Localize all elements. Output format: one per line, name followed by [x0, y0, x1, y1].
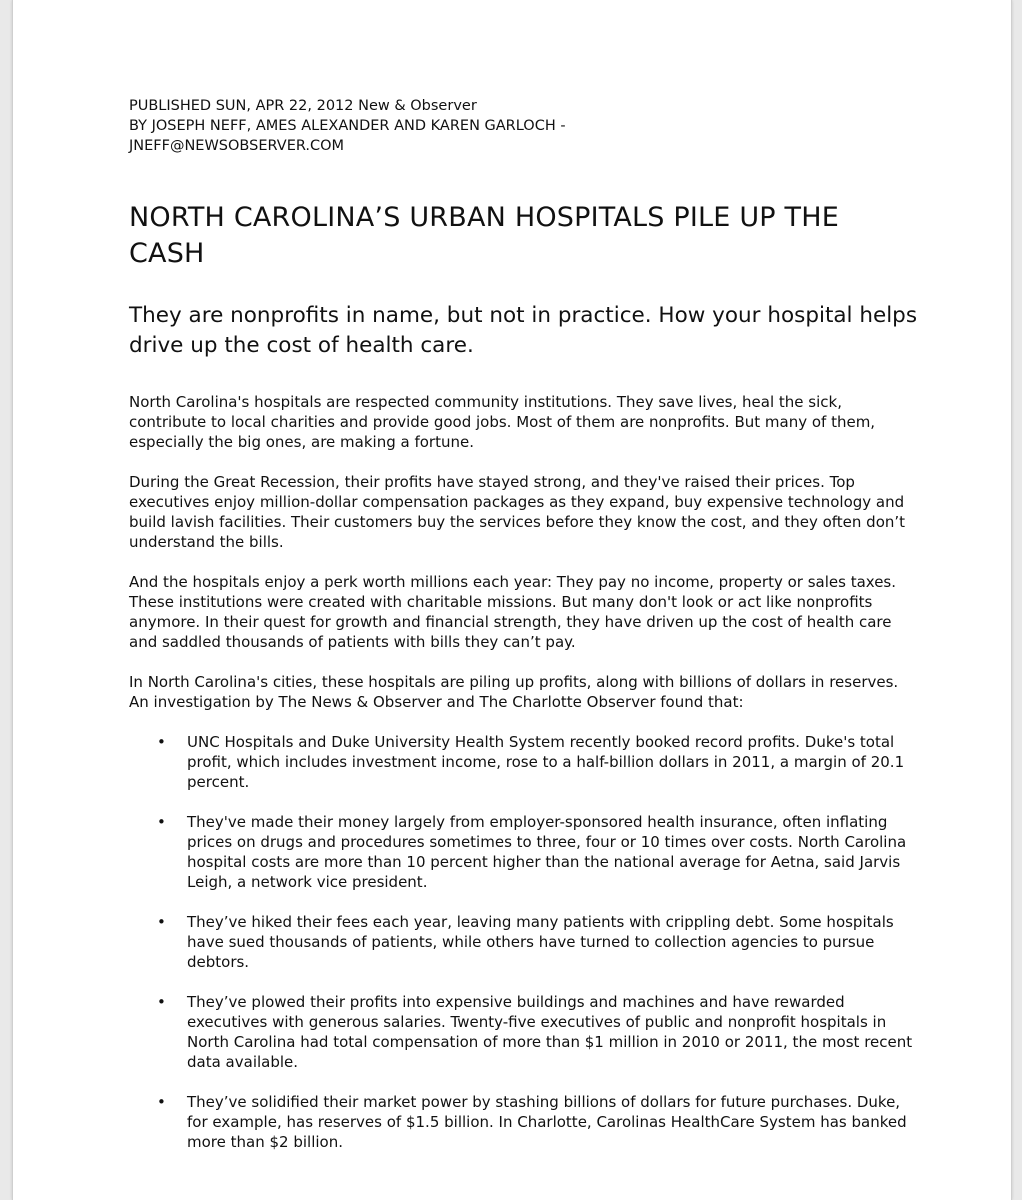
- list-item-text: They’ve hiked their fees each year, leaving many patients with crippling debt. Some hospitals have sued thousands of patients, while others have turned to collection agencies to pursue debtors.: [187, 913, 894, 971]
- list-item: [129, 992, 919, 1072]
- list-item-text: They've made their money largely from employer-sponsored health insurance, often inflating prices on drugs and procedures sometimes to three, four or 10 times over costs. North Carolina hospital costs are more than 10 percent higher than the national average for Aetna, said Jarvis Leigh, a network vice president.: [187, 813, 907, 891]
- paragraph: In North Carolina's cities, these hospitals are piling up profits, along with billions of dollars in reserves. An investigation by The News & Observer and The Charlotte Observer found that:: [129, 673, 899, 711]
- article-body: [129, 96, 919, 1152]
- bullet-icon: •: [157, 733, 166, 751]
- byline-email: JNEFF@NEWSOBSERVER.COM: [129, 138, 345, 154]
- list-item-text: UNC Hospitals and Duke University Health System recently booked record profits. Duke's total profit, which includes investment income, rose to a half-billion dollars in 2011, a margin of 20.1 percent.: [187, 733, 905, 791]
- list-item: [129, 812, 919, 892]
- bullet-icon: •: [157, 913, 166, 931]
- byline: BY JOSEPH NEFF, AMES ALEXANDER AND KAREN GARLOCH -: [129, 118, 566, 134]
- findings-list: [129, 732, 919, 1152]
- bullet-icon: •: [157, 813, 166, 831]
- paragraph: During the Great Recession, their profits have stayed strong, and they've raised their prices. Top executives enjoy million-dollar compensation packages as they expand, buy expensive technology and build lavish facilities. Their customers buy the services before they know the cost, and they often don’t understand the bills.: [129, 473, 906, 551]
- list-item: [129, 732, 919, 792]
- document-page: [12, 0, 1012, 1200]
- list-item: [129, 912, 919, 972]
- published-line: PUBLISHED SUN, APR 22, 2012 New & Observer: [129, 98, 477, 114]
- subheadline: They are nonprofits in name, but not in practice. How your hospital helps drive up the cost of health care.: [129, 303, 918, 358]
- list-item-text: They’ve plowed their profits into expensive buildings and machines and have rewarded executives with generous salaries. Twenty-five executives of public and nonprofit hospitals in North Carolina had total compensation of more than $1 million in 2010 or 2011, the most recent data available.: [187, 993, 913, 1071]
- paragraph: North Carolina's hospitals are respected community institutions. They save lives, heal the sick, contribute to local charities and provide good jobs. Most of them are nonprofits. But many of them, especially the big ones, are making a fortune.: [129, 393, 876, 451]
- paragraph: And the hospitals enjoy a perk worth millions each year: They pay no income, property or sales taxes. These institutions were created with charitable missions. But many don't look or act like nonprofits anymore. In their quest for growth and financial strength, they have driven up the cost of health care and saddled thousands of patients with bills they can’t pay.: [129, 573, 896, 651]
- list-item-text: They’ve solidified their market power by stashing billions of dollars for future purchases. Duke, for example, has reserves of $1.5 billion. In Charlotte, Carolinas HealthCare System has banked more than $2 billion.: [187, 1093, 907, 1151]
- list-item: [129, 1092, 919, 1152]
- bullet-icon: •: [157, 1093, 166, 1111]
- headline: NORTH CAROLINA’S URBAN HOSPITALS PILE UP THE CASH: [129, 202, 840, 269]
- bullet-icon: •: [157, 993, 166, 1011]
